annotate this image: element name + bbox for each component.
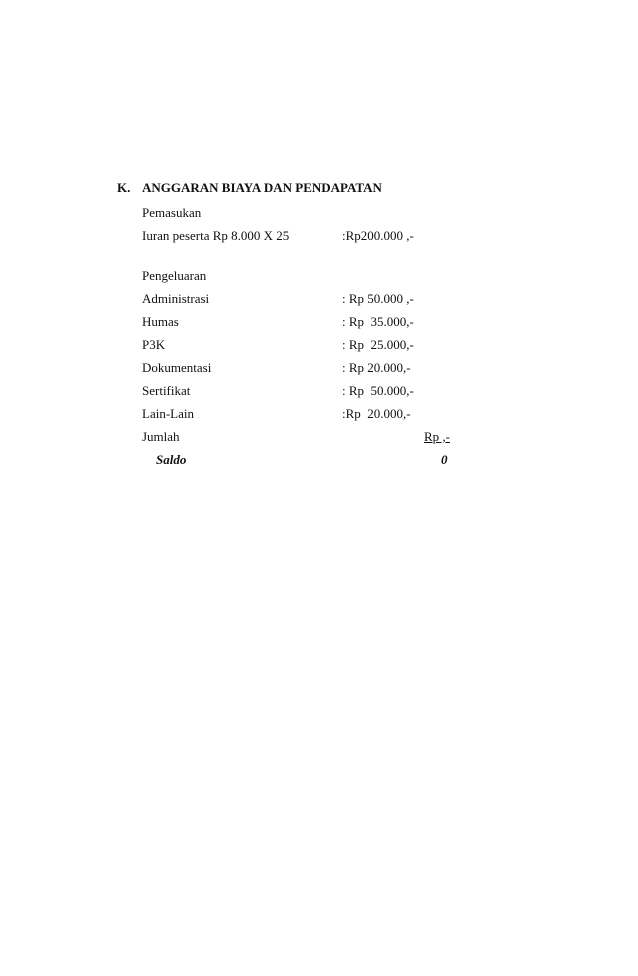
expense-row-label: Dokumentasi <box>142 360 212 375</box>
income-heading: Pemasukan <box>142 205 202 220</box>
expense-row-amount: : Rp 35.000,- <box>342 314 414 329</box>
balance-amount: 0 <box>441 452 448 467</box>
expense-row-amount: : Rp 20.000,- <box>342 360 411 375</box>
expense-row-label: Sertifikat <box>142 383 191 398</box>
expense-row-label: P3K <box>142 337 166 352</box>
expense-row-label: Lain-Lain <box>142 406 194 421</box>
income-row-amount: :Rp200.000 ,- <box>342 228 414 243</box>
income-row-label: Iuran peserta Rp 8.000 X 25 <box>142 228 290 243</box>
balance-label: Saldo <box>156 452 187 467</box>
expense-row-amount: : Rp 25.000,- <box>342 337 414 352</box>
total-amount: Rp ,- <box>424 429 450 444</box>
expense-row-label: Humas <box>142 314 179 329</box>
section-title: ANGGARAN BIAYA DAN PENDAPATAN <box>142 180 382 195</box>
expenses-heading: Pengeluaran <box>142 268 207 283</box>
total-label: Jumlah <box>142 429 180 444</box>
expense-row-amount: :Rp 20.000,- <box>342 406 411 421</box>
expense-row-label: Administrasi <box>142 291 210 306</box>
expense-row-amount: : Rp 50.000 ,- <box>342 291 414 306</box>
section-letter: K. <box>117 180 131 195</box>
expense-row-amount: : Rp 50.000,- <box>342 383 414 398</box>
